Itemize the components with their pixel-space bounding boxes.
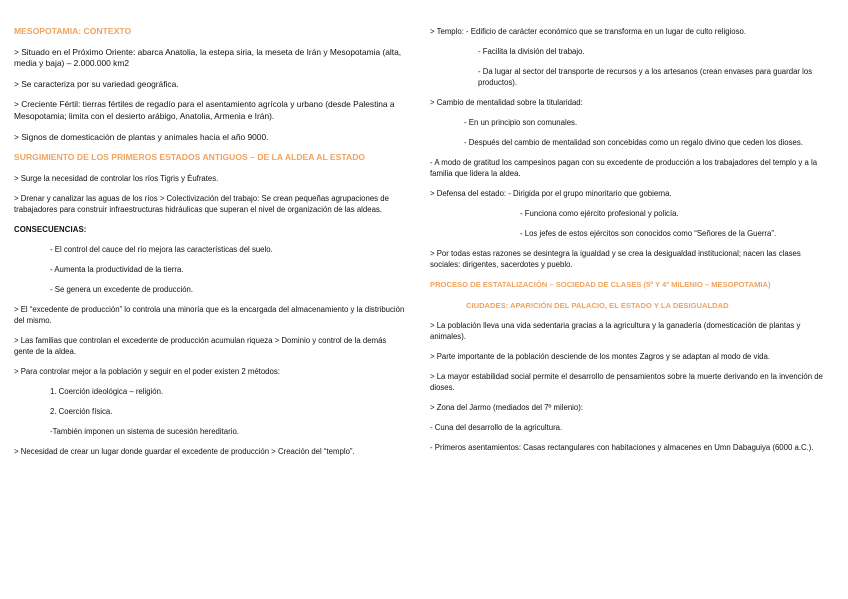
consequence-item: - Se genera un excedente de producción.	[50, 285, 194, 295]
paragraph-geography: > Se caracteriza por su variedad geográfica.	[14, 78, 179, 89]
paragraph-domestication: > Signos de domesticación de plantas y animales hacia el año 9000.	[14, 131, 269, 142]
section-title-context: MESOPOTAMIA: CONTEXTO	[14, 26, 132, 36]
paragraph-methods: > Para controlar mejor a la población y seguir en el poder existen 2 métodos:	[14, 367, 280, 377]
method-item: -También imponen un sistema de sucesión hereditario.	[50, 427, 239, 437]
paragraph-gods: > La mayor estabilidad social permite el desarrollo de pensamientos sobre la muerte derivando en la invención de dioses.	[430, 372, 823, 393]
paragraph-temple-need: > Necesidad de crear un lugar donde guardar el excedente de producción > Creación del “templo”.	[14, 447, 355, 457]
paragraph-defense: > Defensa del estado: - Dirigida por el grupo minoritario que gobierna.	[430, 189, 672, 198]
left-column	[14, 26, 406, 466]
right-column	[430, 26, 830, 462]
jarmo-item: - Primeros asentamientos: Casas rectangulares con habitaciones y almacenes en Umn Dabaguiya (6000 a.C.).	[430, 443, 814, 453]
paragraph-mentality: > Cambio de mentalidad sobre la titularidad:	[430, 98, 583, 107]
defense-item: - Los jefes de estos ejércitos son conocidos como “Señores de la Guerra”.	[520, 229, 777, 238]
section-title-first-states: SURGIMIENTO DE LOS PRIMEROS ESTADOS ANTIGUOS – DE LA ALDEA AL ESTADO	[14, 152, 366, 163]
paragraph-gratitude: - A modo de gratitud los campesinos pagan con su excedente de producción a los trabajadores del templo y a la familia que lidera la aldea.	[430, 158, 818, 178]
paragraph-jarmo: > Zona del Jarmo (mediados del 7º milenio):	[430, 403, 584, 413]
mentality-item: - Después del cambio de mentalidad son concebidas como un regalo divino que ceden los dioses.	[464, 138, 803, 147]
temple-item: - Facilita la división del trabajo.	[478, 47, 585, 56]
section-title-statalization: PROCESO DE ESTATALIZACIÓN – SOCIEDAD DE CLASES (5º Y 4º MILENIO – MESOPOTAMIA)	[430, 280, 771, 289]
consequence-item: - Aumenta la productividad de la tierra.	[50, 265, 184, 275]
label-consecuencias: CONSECUENCIAS:	[14, 224, 87, 234]
paragraph-surplus: > El “excedente de producción” lo controla una minoría que es la encargada del almacenamiento y la distribución del mismo.	[14, 305, 405, 326]
consequence-item: - El control del cauce del río mejora las características del suelo.	[50, 245, 273, 255]
mentality-item: - En un principio son comunales.	[464, 118, 578, 127]
method-item: 1. Coerción ideológica – religión.	[50, 387, 164, 397]
paragraph-collectivization: > Drenar y canalizar las aguas de los ríos > Colectivización del trabajo: Se crean pequeñas agrupaciones de trabajadores para construir infraestructuras hidráulicas que superan el nivel de organización de las aldeas.	[14, 193, 389, 214]
jarmo-item: - Cuna del desarrollo de la agricultura.	[430, 423, 563, 433]
defense-item: - Funciona como ejército profesional y policía.	[520, 209, 679, 218]
paragraph-zagros: > Parte importante de la población desciende de los montes Zagros y se adaptan al modo de vida.	[430, 352, 771, 362]
paragraph-inequality: > Por todas estas razones se desintegra la igualdad y se crea la desigualdad institucional; nacen las clases sociales: dirigentes, sacerdotes y pueblo.	[430, 249, 801, 269]
paragraph-temple: > Templo: - Edificio de carácter económico que se transforma en un lugar de culto religioso.	[430, 27, 747, 36]
paragraph-fertile-crescent: > Creciente Fértil: tierras fértiles de regadío para el asentamiento agrícola y urbano (desde Palestina a Mesopotamia; limita con el desierto arábigo, Anatolia, Armenia e Irán).	[14, 99, 395, 121]
temple-item: - Da lugar al sector del transporte de recursos y a los artesanos (crean envases para guardar los productos).	[478, 67, 813, 87]
paragraph-rivers: > Surge la necesidad de controlar los ríos Tigris y Éufrates.	[14, 173, 219, 183]
paragraph-sedentary: > La población lleva una vida sedentaria gracias a la agricultura y la ganadería (domesticación de plantas y animales).	[430, 321, 801, 342]
method-item: 2. Coerción física.	[50, 407, 113, 417]
section-title-cities: CIUDADES: APARICIÓN DEL PALACIO, EL ESTADO Y LA DESIGUALDAD	[466, 300, 729, 310]
paragraph-families: > Las familias que controlan el excedente de producción acumulan riqueza > Dominio y control de la demás gente de la aldea.	[14, 336, 387, 357]
paragraph-location: > Situado en el Próximo Oriente: abarca Anatolia, la estepa siria, la meseta de Irán y Mesopotamia (alta, media y baja) – 2.000.000 km2	[14, 46, 402, 69]
